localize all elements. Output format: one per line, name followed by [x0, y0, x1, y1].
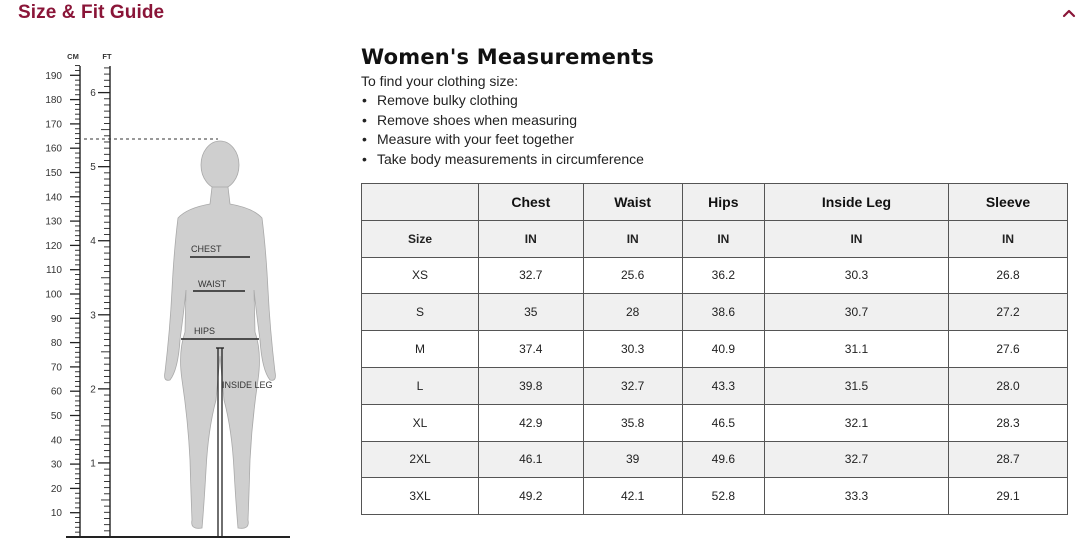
measurement-cell: 43.3 [682, 367, 764, 404]
measurement-cell: 32.7 [764, 441, 948, 478]
cm-tick-label: 170 [45, 119, 62, 131]
cm-tick-label: 100 [45, 289, 62, 301]
measurement-cell: 35.8 [583, 404, 682, 441]
measurement-cell: 30.3 [764, 257, 948, 294]
cm-tick-label: 50 [50, 411, 62, 422]
measurement-cell: 28.3 [949, 404, 1068, 441]
measurement-cell: 38.6 [682, 294, 764, 331]
size-cell: XL [362, 404, 479, 441]
measurement-cell: 31.5 [764, 367, 948, 404]
table-corner-cell [362, 184, 479, 221]
instruction-list [361, 91, 1061, 169]
height-chart [0, 40, 300, 545]
measurement-cell: 28 [583, 294, 682, 331]
cm-tick-label: 30 [50, 459, 62, 471]
measurement-info [361, 45, 1061, 169]
chevron-up-icon [1062, 8, 1076, 18]
table-row [362, 441, 1068, 478]
measurement-cell: 39 [583, 441, 682, 478]
unit-cell: IN [583, 220, 682, 257]
collapse-button[interactable] [1058, 2, 1080, 24]
measurement-cell: 49.6 [682, 441, 764, 478]
cm-tick-label: 40 [50, 435, 62, 447]
cm-tick-label: 150 [45, 168, 62, 179]
size-cell: 2XL [362, 441, 479, 478]
measurement-cell: 27.2 [949, 294, 1068, 331]
list-item: • Remove bulky clothing [377, 91, 1061, 111]
measurement-cell: 42.9 [479, 404, 584, 441]
cm-tick-label: 140 [45, 192, 62, 204]
measurement-cell: 33.3 [764, 478, 948, 515]
cm-tick-label: 10 [50, 508, 62, 520]
cm-tick-label: 60 [50, 386, 62, 398]
measurement-cell: 30.7 [764, 294, 948, 331]
measurement-cell: 46.5 [682, 404, 764, 441]
column-header-waist: Waist [583, 184, 682, 221]
measurement-cell: 25.6 [583, 257, 682, 294]
measurement-cell: 30.3 [583, 331, 682, 368]
size-cell: 3XL [362, 478, 479, 515]
waist-label: WAIST [198, 279, 227, 289]
measurement-cell: 37.4 [479, 331, 584, 368]
measurement-cell: 52.8 [682, 478, 764, 515]
size-cell: XS [362, 257, 479, 294]
measurement-cell: 49.2 [479, 478, 584, 515]
ft-tick-label: 3 [90, 310, 96, 322]
table-row [362, 294, 1068, 331]
cm-label: CM [67, 52, 79, 61]
size-cell: M [362, 331, 479, 368]
measurement-cell: 27.6 [949, 331, 1068, 368]
page-title: Size & Fit Guide [18, 2, 165, 23]
intro-text: To find your clothing size: [361, 73, 519, 89]
measurement-cell: 29.1 [949, 478, 1068, 515]
ft-tick-label: 5 [90, 162, 96, 174]
unit-cell: IN [949, 220, 1068, 257]
size-header: Size [362, 220, 479, 257]
cm-tick-label: 160 [45, 143, 62, 155]
table-row [362, 367, 1068, 404]
inside-leg-label: INSIDE LEG [222, 380, 273, 390]
section-title: Women's Measurements [361, 45, 655, 69]
unit-cell: IN [764, 220, 948, 257]
hips-label: HIPS [194, 326, 216, 336]
ft-tick-label: 2 [90, 384, 96, 396]
body-silhouette [165, 141, 276, 528]
table-row [362, 257, 1068, 294]
ft-label: FT [102, 52, 112, 61]
measurement-cell: 32.7 [479, 257, 584, 294]
size-table [361, 183, 1068, 515]
unit-cell: IN [682, 220, 764, 257]
measurement-cell: 31.1 [764, 331, 948, 368]
cm-tick-label: 90 [50, 313, 62, 325]
column-header-sleeve: Sleeve [949, 184, 1068, 221]
unit-cell: IN [479, 220, 584, 257]
measurement-cell: 36.2 [682, 257, 764, 294]
chest-label: CHEST [191, 244, 222, 254]
measurement-cell: 32.1 [764, 404, 948, 441]
measurement-cell: 28.7 [949, 441, 1068, 478]
column-header-hips: Hips [682, 184, 764, 221]
measurement-cell: 28.0 [949, 367, 1068, 404]
measurement-cell: 26.8 [949, 257, 1068, 294]
measurement-cell: 46.1 [479, 441, 584, 478]
measurement-cell: 40.9 [682, 331, 764, 368]
table-header-row [362, 184, 1068, 221]
table-row [362, 478, 1068, 515]
measurement-cell: 35 [479, 294, 584, 331]
measurement-cell: 32.7 [583, 367, 682, 404]
cm-tick-label: 70 [50, 362, 62, 374]
list-item: • Measure with your feet together [377, 130, 1061, 150]
cm-tick-label: 20 [50, 483, 62, 495]
cm-tick-label: 190 [45, 70, 62, 82]
measurement-cell: 39.8 [479, 367, 584, 404]
list-item: • Take body measurements in circumference [377, 150, 1061, 170]
cm-tick-label: 110 [46, 265, 62, 277]
table-unit-row [362, 220, 1068, 257]
cm-tick-label: 130 [45, 216, 62, 228]
size-cell: S [362, 294, 479, 331]
column-header-chest: Chest [479, 184, 584, 221]
ft-tick-label: 4 [90, 236, 96, 248]
measurement-cell: 42.1 [583, 478, 682, 515]
column-header-inside-leg: Inside Leg [764, 184, 948, 221]
size-cell: L [362, 367, 479, 404]
cm-tick-label: 80 [50, 338, 62, 350]
ft-tick-label: 1 [90, 458, 96, 470]
cm-tick-label: 120 [45, 240, 62, 252]
table-row [362, 331, 1068, 368]
list-item: • Remove shoes when measuring [377, 111, 1061, 131]
cm-tick-label: 180 [45, 95, 62, 107]
table-row [362, 404, 1068, 441]
ft-tick-label: 6 [90, 88, 96, 100]
